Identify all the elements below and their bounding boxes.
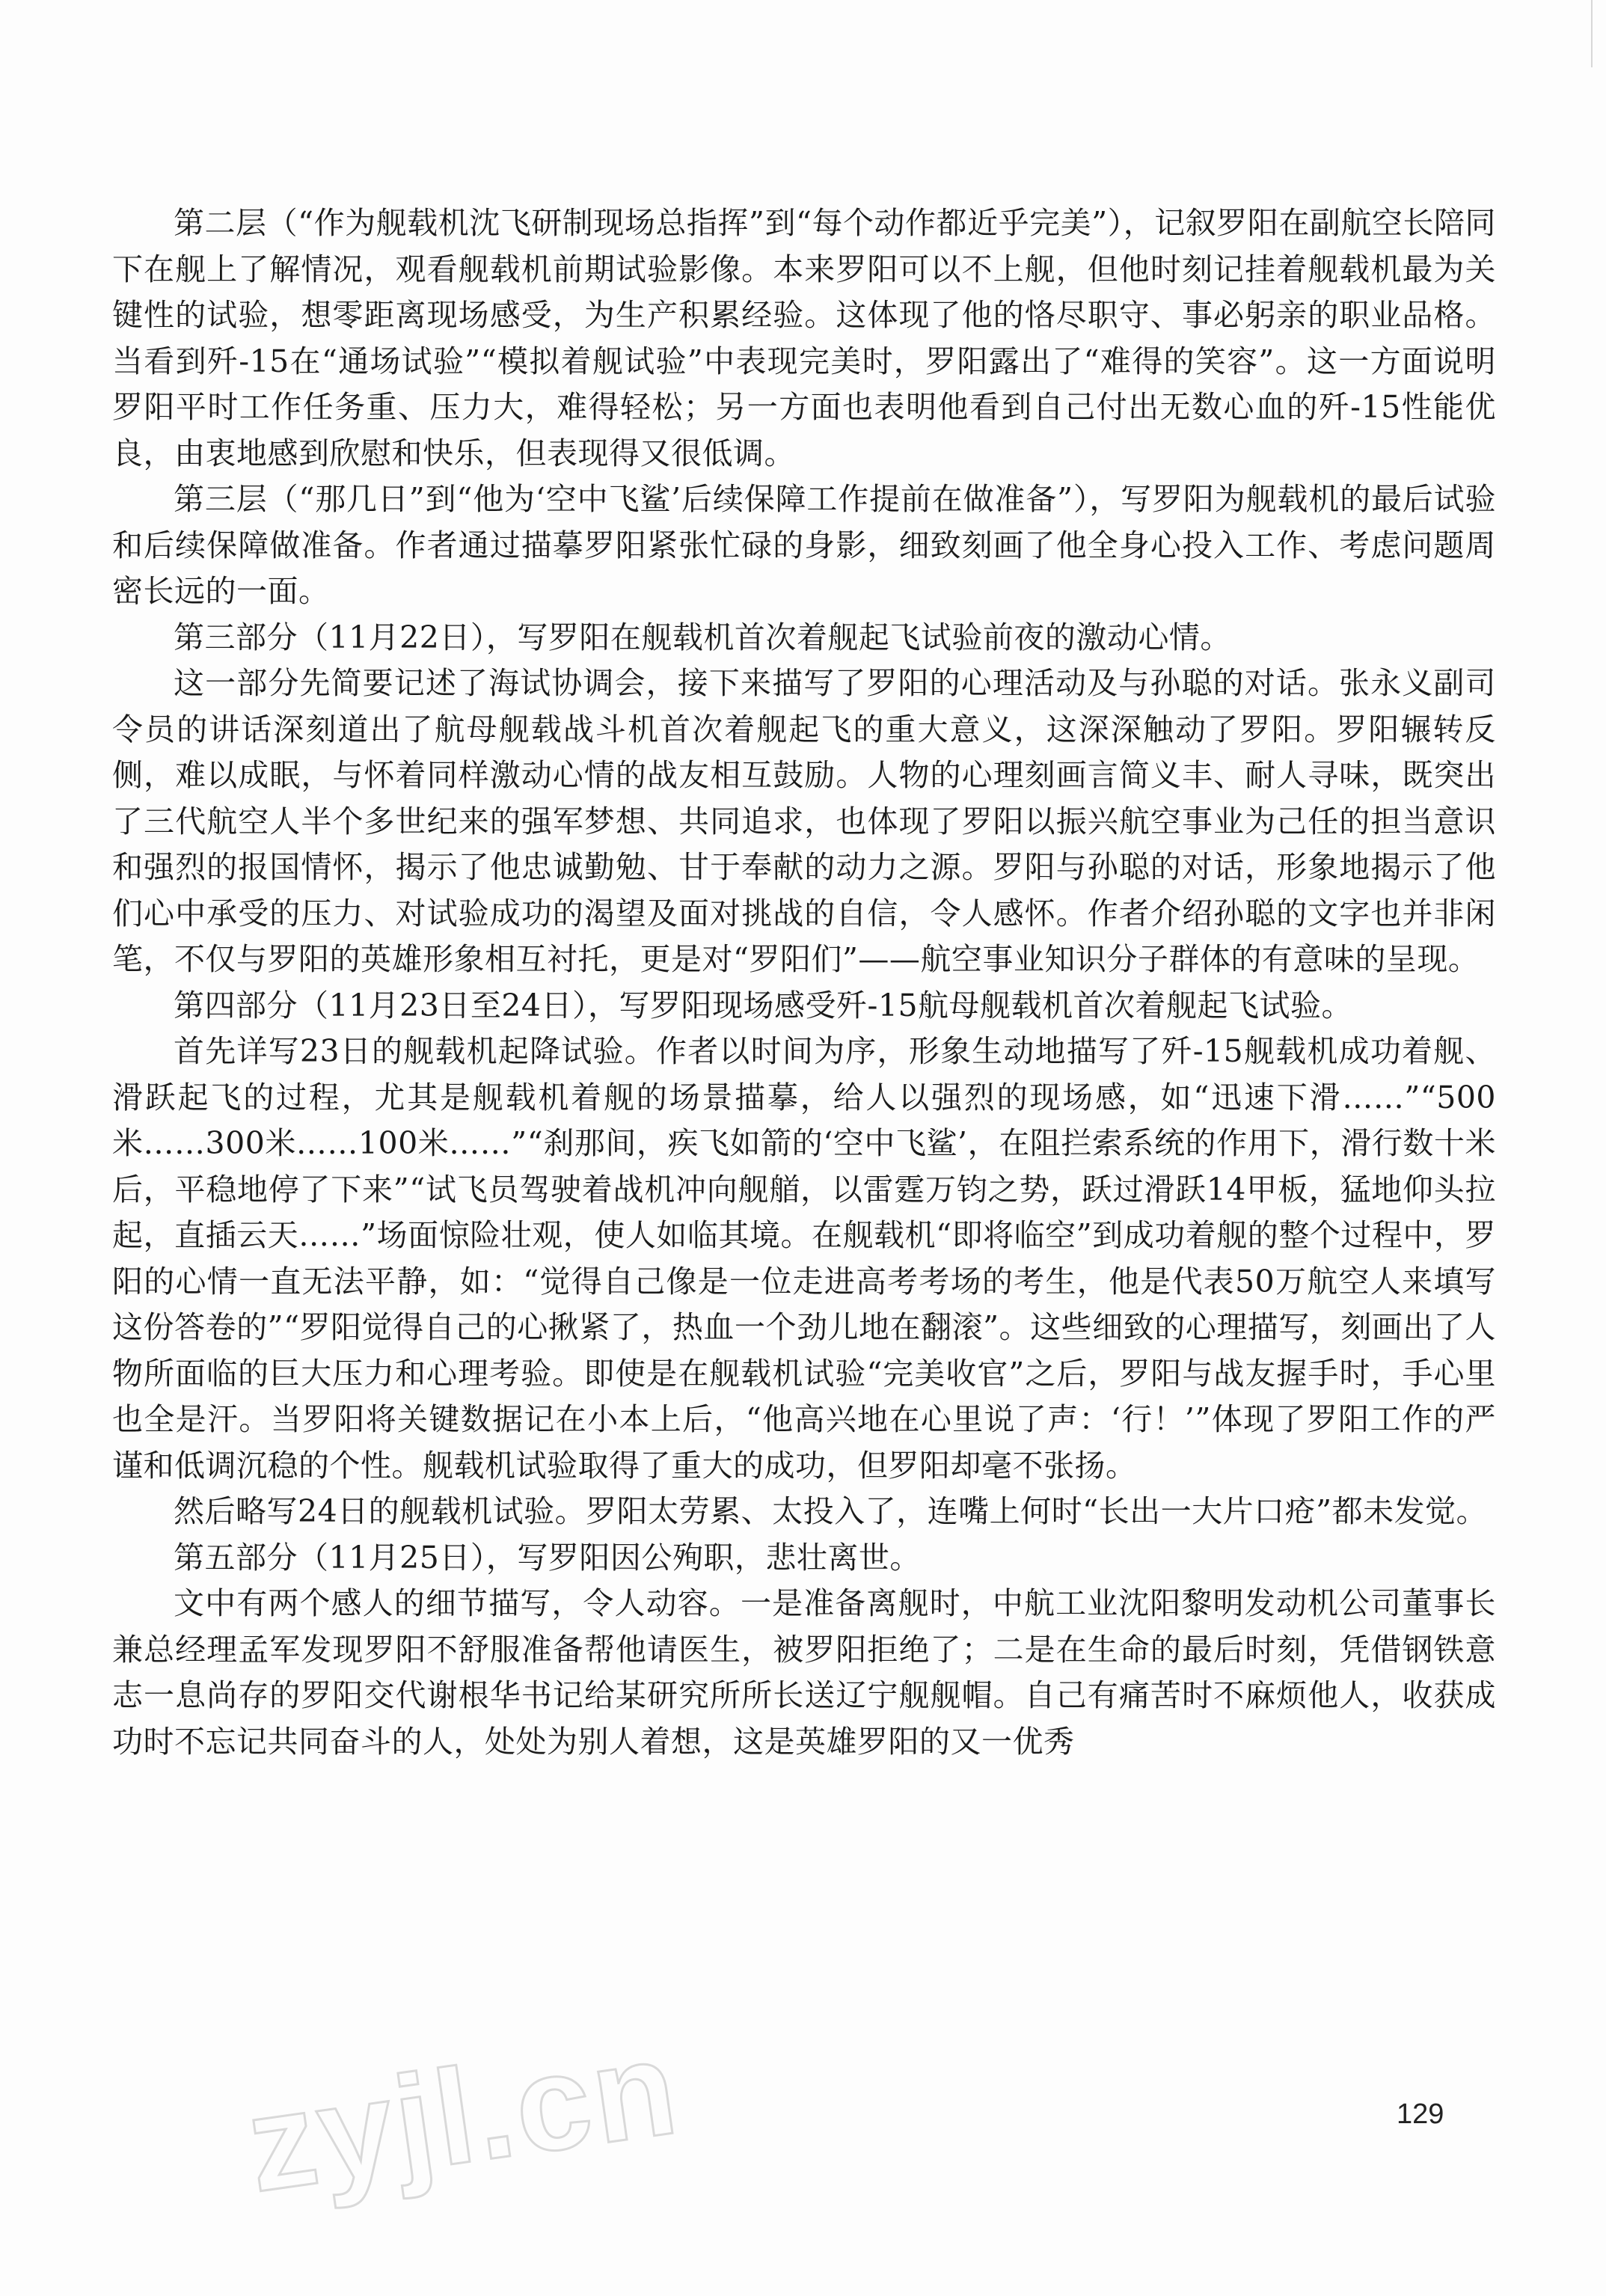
scan-edge-mark [1591, 0, 1593, 67]
paragraph: 这一部分先简要记述了海试协调会，接下来描写了罗阳的心理活动及与孙聪的对话。张永义副司令员的讲话深刻道出了航母舰载战斗机首次着舰起飞的重大意义，这深深触动了罗阳。罗阳辗转反侧，难以成眠，与怀着同样激动心情的战友相互鼓励。人物的心理刻画言简义丰、耐人寻味，既突出了三代航空人半个多世纪来的强军梦想、共同追求，也体现了罗阳以振兴航空事业为己任的担当意识和强烈的报国情怀，揭示了他忠诚勤勉、甘于奉献的动力之源。罗阳与孙聪的对话，形象地揭示了他们心中承受的压力、对试验成功的渴望及面对挑战的自信，令人感怀。作者介绍孙聪的文字也并非闲笔，不仅与罗阳的英雄形象相互衬托，更是对“罗阳们”——航空事业知识分子群体的有意味的呈现。 [112, 665, 1496, 977]
body-text [112, 200, 1496, 1765]
paragraph: 第二层（“作为舰载机沈飞研制现场总指挥”到“每个动作都近乎完美”），记叙罗阳在副航空长陪同下在舰上了解情况，观看舰载机前期试验影像。本来罗阳可以不上舰，但他时刻记挂着舰载机最为关键性的试验，想零距离现场感受，为生产积累经验。这体现了他的恪尽职守、事必躬亲的职业品格。当看到歼-15在“通场试验”“模拟着舰试验”中表现完美时，罗阳露出了“难得的笑容”。这一方面说明罗阳平时工作任务重、压力大，难得轻松；另一方面也表明他看到自己付出无数心血的歼-15性能优良，由衷地感到欣慰和快乐，但表现得又很低调。 [112, 205, 1496, 471]
paragraph: 第四部分（11月23日至24日），写罗阳现场感受歼-15航母舰载机首次着舰起飞试验。 [174, 987, 1353, 1023]
watermark: zyjl.cn [238, 2011, 688, 2221]
paragraph: 第三部分（11月22日），写罗阳在舰载机首次着舰起飞试验前夜的激动心情。 [174, 619, 1231, 655]
page-number: 129 [1397, 2098, 1444, 2130]
paragraph: 首先详写23日的舰载机起降试验。作者以时间为序，形象生动地描写了歼-15舰载机成功着舰、滑跃起飞的过程，尤其是舰载机着舰的场景描摹，给人以强烈的现场感，如“迅速下滑……”“500米……300米……100米……”“刹那间，疾飞如箭的‘空中飞鲨’，在阻拦索系统的作用下，滑行数十米后，平稳地停了下来”“试飞员驾驶着战机冲向舰艏，以雷霆万钧之势，跃过滑跃14甲板，猛地仰头拉起，直插云天……”场面惊险壮观，使人如临其境。在舰载机“即将临空”到成功着舰的整个过程中，罗阳的心情一直无法平静，如：“觉得自己像是一位走进高考考场的考生，他是代表50万航空人来填写这份答卷的”“罗阳觉得自己的心揪紧了，热血一个劲儿地在翻滚”。这些细致的心理描写，刻画出了人物所面临的巨大压力和心理考验。即使是在舰载机试验“完美收官”之后，罗阳与战友握手时，手心里也全是汗。当罗阳将关键数据记在小本上后，“他高兴地在心里说了声：‘行！’”体现了罗阳工作的严谨和低调沉稳的个性。舰载机试验取得了重大的成功，但罗阳却毫不张扬。 [112, 1033, 1496, 1484]
paragraph: 然后略写24日的舰载机试验。罗阳太劳累、太投入了，连嘴上何时“长出一大片口疮”都未发觉。 [174, 1493, 1488, 1529]
paragraph: 第五部分（11月25日），写罗阳因公殉职，悲壮离世。 [174, 1539, 921, 1576]
paragraph: 第三层（“那几日”到“他为‘空中飞鲨’后续保障工作提前在做准备”），写罗阳为舰载机的最后试验和后续保障做准备。作者通过描摹罗阳紧张忙碌的身影，细致刻画了他全身心投入工作、考虑问题周密长远的一面。 [112, 481, 1496, 609]
paragraph: 文中有两个感人的细节描写，令人动容。一是准备离舰时，中航工业沈阳黎明发动机公司董事长兼总经理孟军发现罗阳不舒服准备帮他请医生，被罗阳拒绝了；二是在生命的最后时刻，凭借钢铁意志一息尚存的罗阳交代谢根华书记给某研究所所长送辽宁舰舰帽。自己有痛苦时不麻烦他人，收获成功时不忘记共同奋斗的人，处处为别人着想，这是英雄罗阳的又一优秀 [112, 1585, 1496, 1760]
